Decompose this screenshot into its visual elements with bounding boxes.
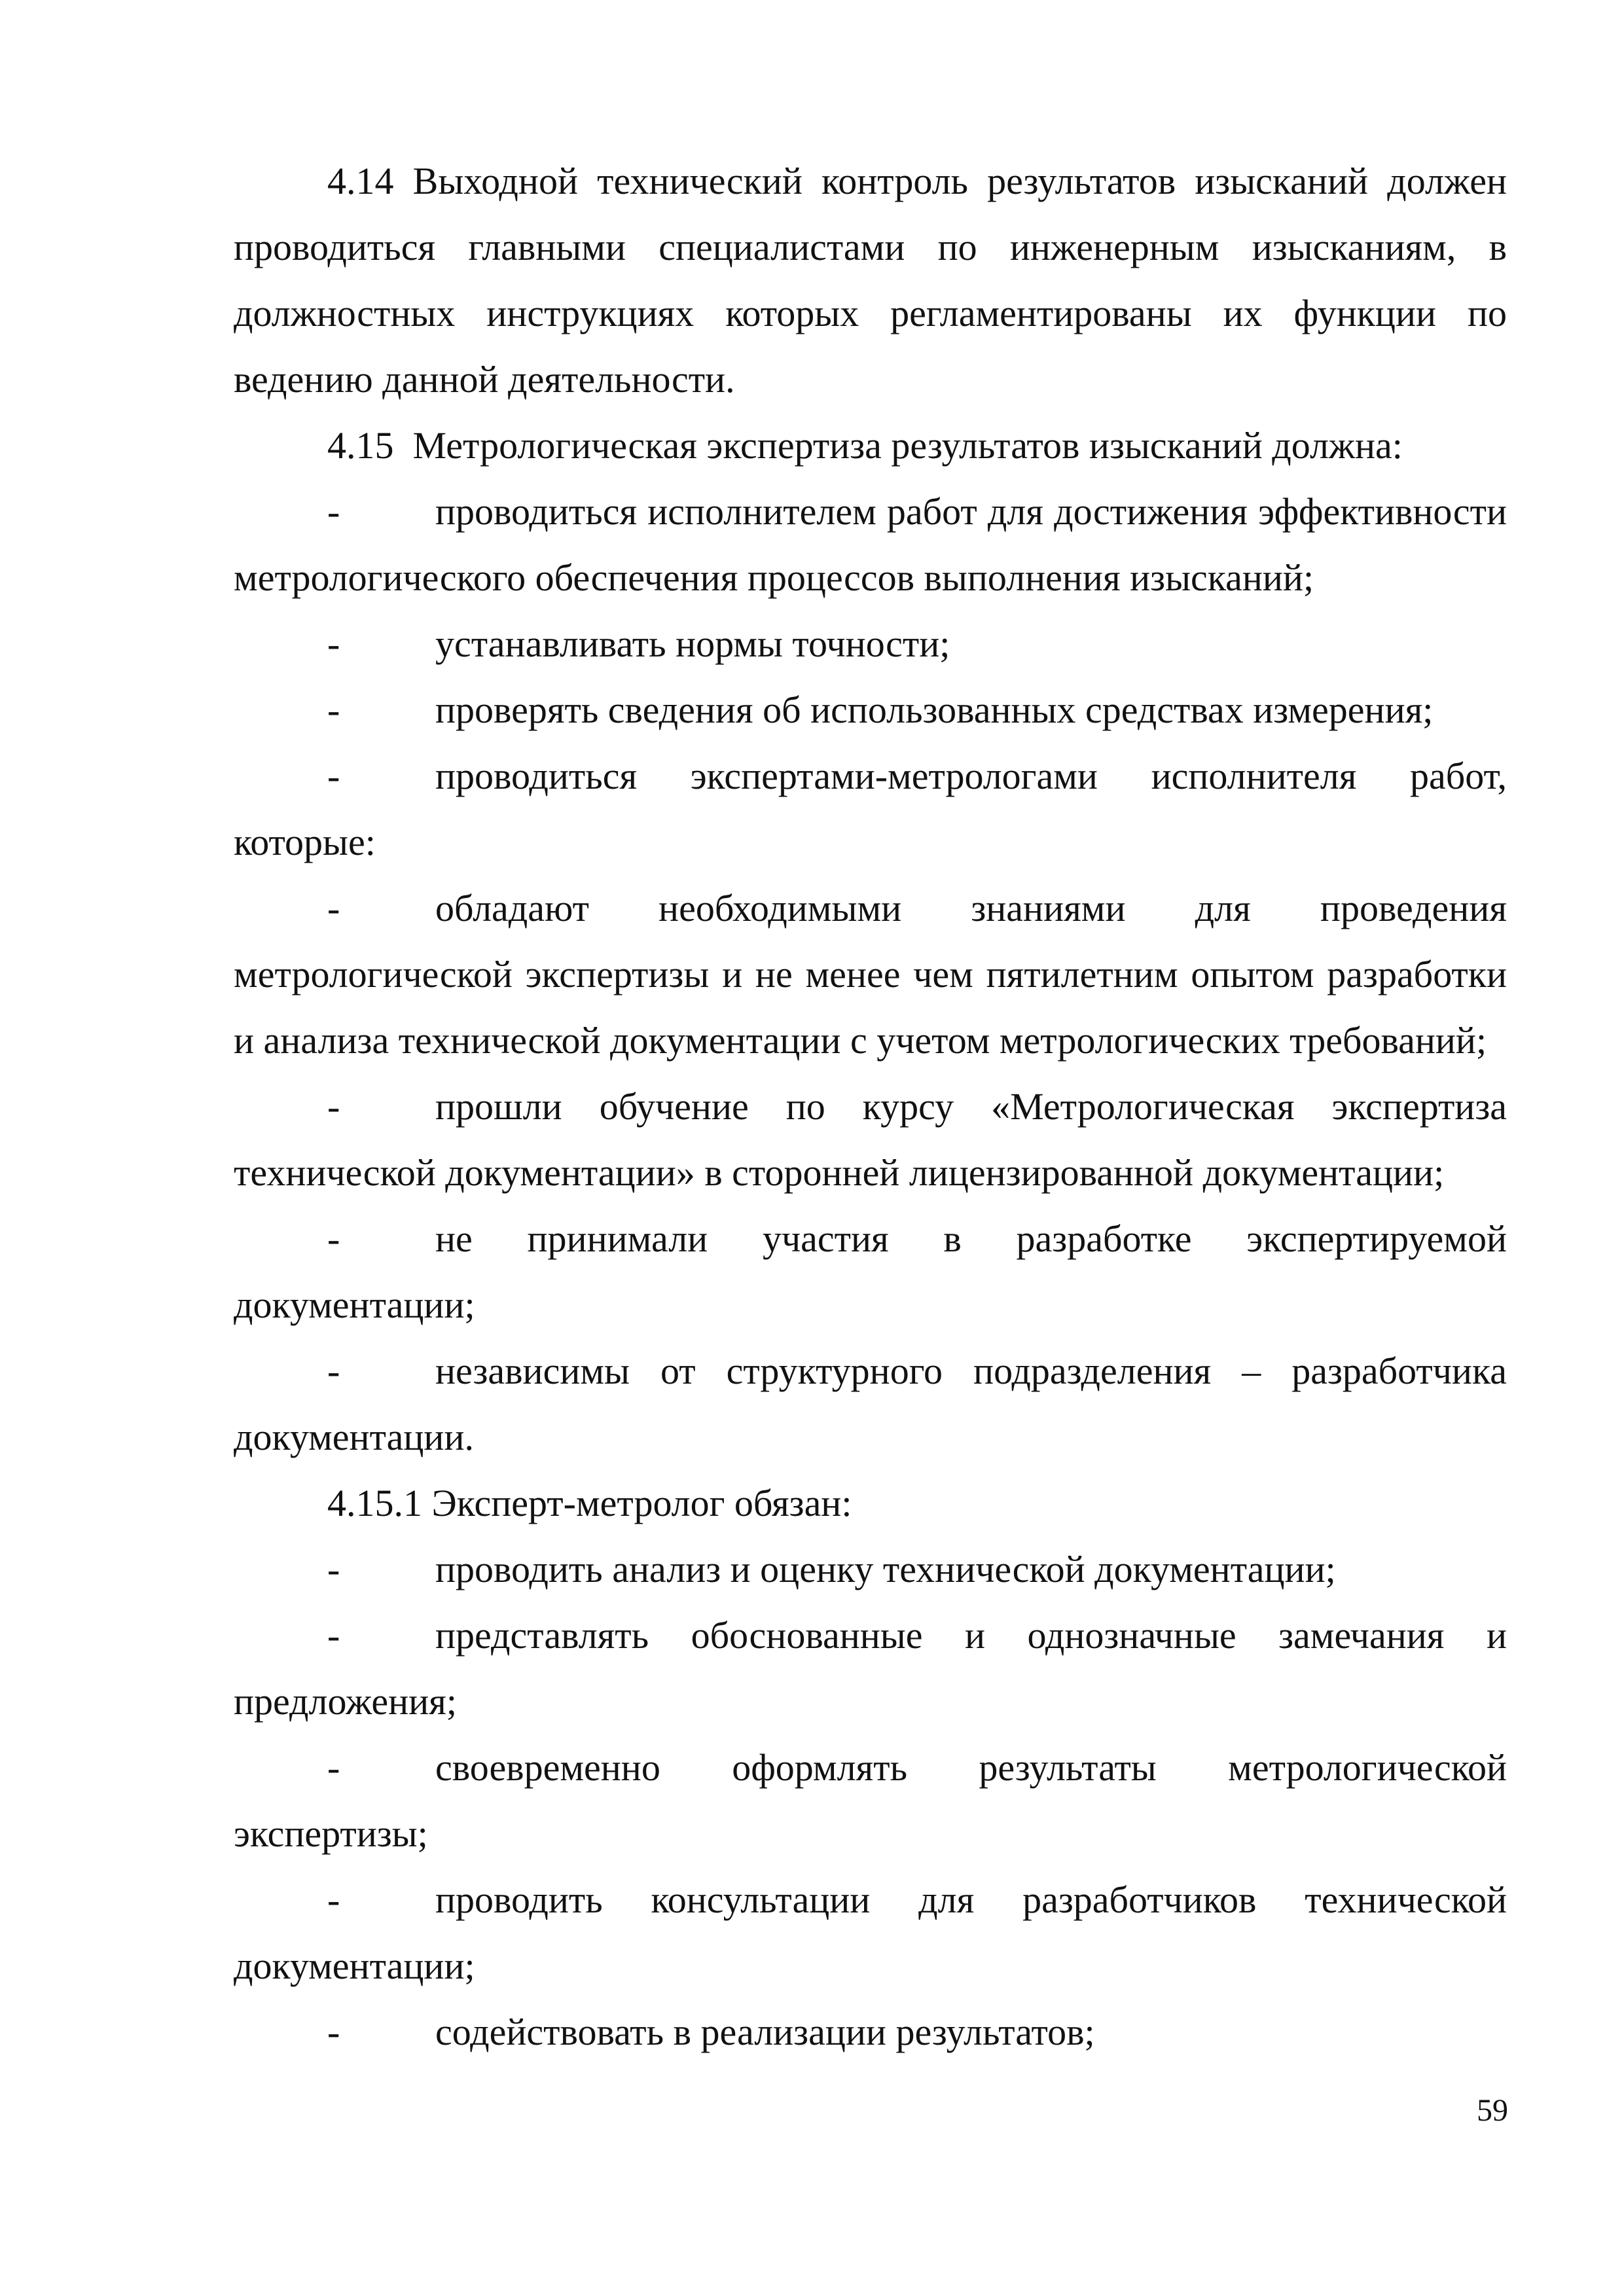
list-item-text: прошли обучение по курсу «Метрологическая экспертиза технической документации» в сторонней лицензированной документации; — [234, 1085, 1507, 1194]
dash-marker: - — [327, 689, 340, 731]
list-item — [234, 1536, 1507, 1602]
dash-marker: - — [327, 2011, 340, 2053]
list-item-text: проверять сведения об использованных средствах измерения; — [435, 689, 1434, 731]
metrology-expertise-list — [234, 478, 1507, 1470]
document-body — [234, 148, 1507, 2065]
dash-marker: - — [327, 1350, 340, 1392]
list-item — [234, 1602, 1507, 1734]
expert-duties-list — [234, 1536, 1507, 2065]
list-item — [234, 1073, 1507, 1206]
list-item-text: обладают необходимыми знаниями для проведения метрологической экспертизы и не менее чем пятилетним опытом разработки и анализа технической документации с учетом метрологических требований; — [234, 887, 1507, 1062]
dash-marker: - — [327, 1548, 340, 1590]
list-item — [234, 677, 1507, 743]
list-item — [234, 1206, 1507, 1338]
list-item-text: проводить анализ и оценку технической документации; — [435, 1548, 1336, 1590]
dash-marker: - — [327, 1746, 340, 1789]
dash-marker: - — [327, 1217, 340, 1260]
list-item — [234, 1867, 1507, 1999]
list-item-text: проводиться исполнителем работ для достижения эффективности метрологического обеспечения процессов выполнения изысканий; — [234, 490, 1507, 599]
list-item — [234, 611, 1507, 677]
paragraph-4-15-1: 4.15.1 Эксперт-метролог обязан: — [327, 1482, 852, 1524]
list-item — [234, 1338, 1507, 1470]
dash-marker: - — [327, 490, 340, 533]
list-item — [234, 478, 1507, 611]
dash-marker: - — [327, 622, 340, 665]
list-item-text: не принимали участия в разработке экспертируемой документации; — [234, 1217, 1507, 1326]
list-item — [234, 1999, 1507, 2065]
dash-marker: - — [327, 1614, 340, 1657]
list-item-text: устанавливать нормы точности; — [435, 622, 950, 665]
dash-marker: - — [327, 1085, 340, 1128]
list-item — [234, 1734, 1507, 1867]
list-item-text: проводиться экспертами-метрологами исполнителя работ, которые: — [234, 755, 1507, 863]
dash-marker: - — [327, 1878, 340, 1921]
list-item-text: представлять обоснованные и однозначные замечания и предложения; — [234, 1614, 1507, 1723]
list-item-text: своевременно оформлять результаты метрологической экспертизы; — [234, 1746, 1507, 1855]
list-item — [234, 743, 1507, 875]
paragraph-4-14: 4.14 Выходной технический контроль результатов изысканий должен проводиться главными специалистами по инженерным изысканиям, в должностных инструкциях которых регламентированы их функции по ведению данной деятельности. — [234, 160, 1507, 401]
paragraph-4-15: 4.15 Метрологическая экспертиза результатов изысканий должна: — [327, 424, 1403, 467]
list-item — [234, 875, 1507, 1073]
list-item-text: независимы от структурного подразделения – разработчика документации. — [234, 1350, 1507, 1458]
list-item-text: содействовать в реализации результатов; — [435, 2011, 1095, 2053]
dash-marker: - — [327, 887, 340, 929]
list-item-text: проводить консультации для разработчиков технической документации; — [234, 1878, 1507, 1987]
page-number: 59 — [1477, 2093, 1508, 2128]
dash-marker: - — [327, 755, 340, 797]
